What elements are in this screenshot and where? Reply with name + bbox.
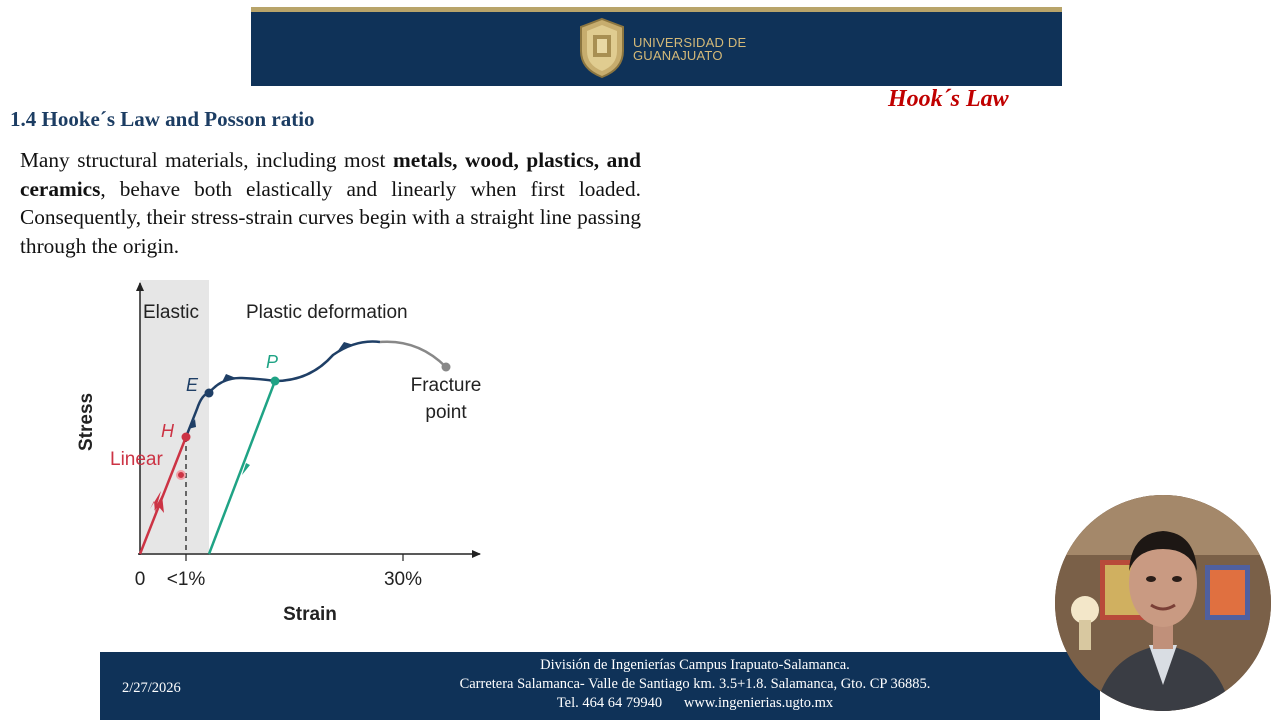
footer-address <box>395 656 995 713</box>
footer-line-address: Carretera Salamanca- Valle de Santiago km. 3.5+1.8. Salamanca, Gto. CP 36885. <box>459 676 931 692</box>
point-e-label: E <box>186 375 199 395</box>
footer-banner <box>100 652 1100 720</box>
plastic-label: Plastic deformation <box>246 302 408 323</box>
fracture-curve <box>380 342 446 367</box>
materials-bold-text: metals, wood, plastics, and ceramics <box>20 148 641 201</box>
stress-strain-diagram <box>70 275 510 635</box>
tick-label-thirty-percent: 30% <box>383 569 423 590</box>
fracture-point-marker <box>442 363 451 372</box>
unloading-line <box>209 381 275 554</box>
footer-line-division: División de Ingenierías Campus Irapuato-Salamanca. <box>540 657 850 673</box>
cursor-dot <box>177 471 185 479</box>
header-banner <box>251 7 1062 86</box>
presenter-webcam <box>1055 495 1271 711</box>
footer-line-contact: Tel. 464 64 79940 www.ingenierias.ugto.mx <box>556 695 834 711</box>
stress-axis-label: Stress <box>76 392 97 451</box>
fracture-label-1: Fracture <box>410 375 482 396</box>
linear-label: Linear <box>110 449 163 470</box>
university-logo-text: UNIVERSIDAD DE GUANAJUATO <box>633 35 747 63</box>
body-paragraph: Many structural materials, including most metals, wood, plastics, and ceramics, behave both elastically and linearly when first loaded. Consequently, their stress-strain curves begin with a straight line passing through the origin. <box>20 148 641 258</box>
university-seal-icon <box>577 17 627 79</box>
tick-label-zero: 0 <box>134 569 146 590</box>
point-e-marker <box>205 389 214 398</box>
elastic-label: Elastic <box>143 302 199 323</box>
slide-title: 1.4 Hooke´s Law and Posson ratio <box>10 107 315 131</box>
footer-date: 2/27/2026 <box>122 680 181 696</box>
stress-strain-curve <box>186 342 380 437</box>
section-heading: Hook´s Law <box>888 86 1009 112</box>
tick-label-one-percent: <1% <box>166 569 206 590</box>
point-h-label: H <box>161 421 174 441</box>
point-p-marker <box>271 377 280 386</box>
strain-axis-label: Strain <box>283 604 337 625</box>
fracture-label-2: point <box>425 402 467 423</box>
point-p-label: P <box>266 352 279 372</box>
point-h-marker <box>182 433 191 442</box>
